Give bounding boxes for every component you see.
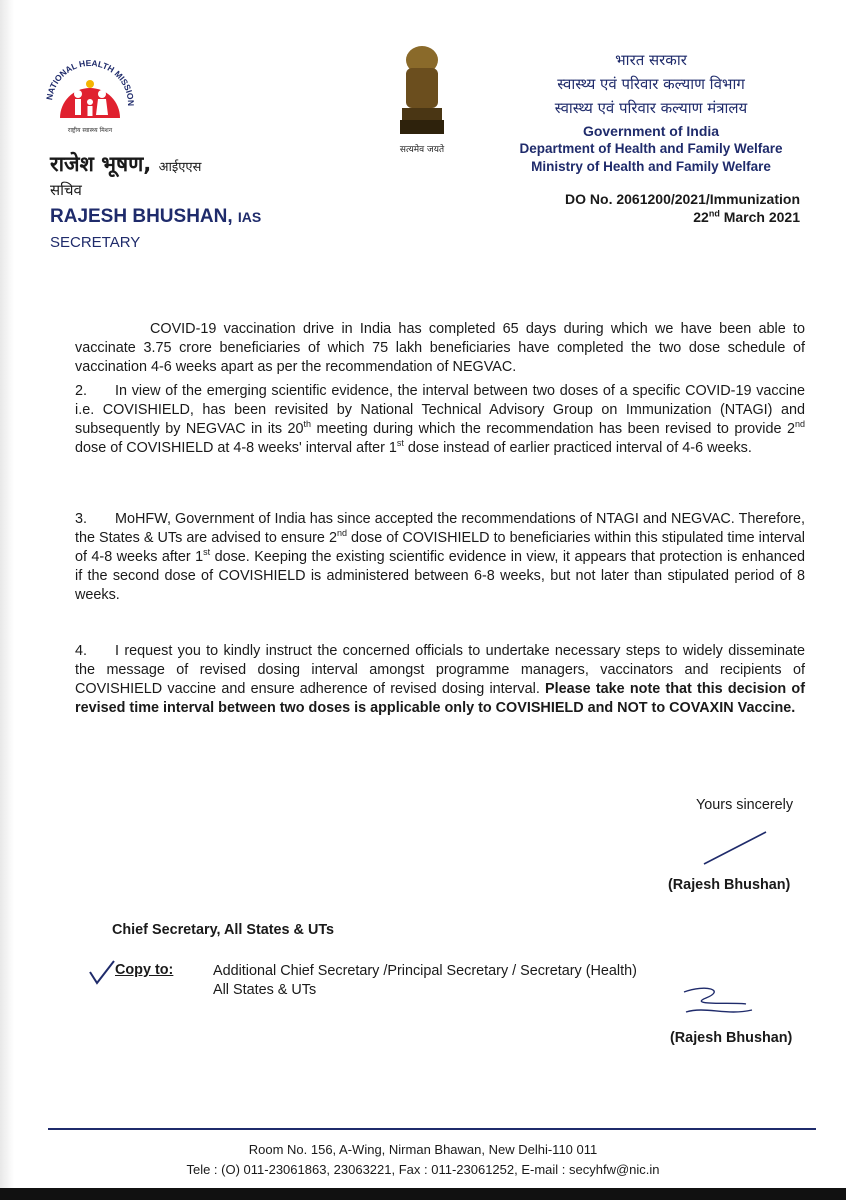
copy-to-line: All States & UTs: [213, 982, 317, 998]
copy-to-line: Additional Chief Secretary /Principal Secretary / Secretary (Health): [213, 963, 637, 979]
national-health-mission-logo: [40, 52, 140, 142]
footer-address: Room No. 156, A-Wing, Nirman Bhawan, New Delhi-110 011: [248, 1142, 598, 1157]
footer-contact: Tele : (O) 011-23061863, 23063221, Fax : 011-23061252, E-mail : secyhfw@nic.in: [186, 1162, 660, 1177]
svg-text:NATIONAL HEALTH MISSION: NATIONAL HEALTH MISSION: [44, 57, 137, 107]
hindi-line: स्वास्थ्य एवं परिवार कल्याण विभाग: [557, 75, 745, 93]
copy-to-recipients: [213, 962, 637, 1000]
svg-text:राष्ट्रीय स्वास्थ्य मिशन: राष्ट्रीय स्वास्थ्य मिशन: [67, 127, 113, 134]
ministry-header: [480, 48, 822, 176]
signatory-name: (Rajesh Bhushan): [668, 877, 791, 893]
english-name: RAJESH BHUSHAN, IAS: [50, 206, 262, 227]
closing-salutation: Yours sincerely: [696, 797, 794, 813]
signature: [676, 982, 756, 1022]
reference-block: [480, 190, 800, 226]
english-line: Government of India: [582, 123, 720, 139]
paragraph-1: COVID-19 vaccination drive in India has completed 65 days during which we have been able to vaccinate 3.75 crore beneficiaries of which 75 lakh beneficiaries have completed the two dose schedule of vaccination 4-6 weeks apart as per the recommendation of NEGVAC.: [75, 321, 805, 375]
footer-divider: [48, 1128, 816, 1130]
copy-to-label: Copy to:: [115, 962, 174, 978]
hindi-line: भारत सरकार: [615, 51, 687, 69]
english-line: Department of Health and Family Welfare: [519, 141, 783, 156]
footer: [0, 1140, 846, 1180]
english-title: SECRETARY: [50, 234, 141, 251]
paragraph-2: 2. In view of the emerging scientific evidence, the interval between two doses of a specific COVID-19 vaccine i.e. COVISHIELD, has been revisited by National Technical Advisory Group on Immunization (NTAGI) and subsequently by NEGVAC in its 20th meeting during which the recommendation has been revised to provide 2nd dose of COVISHIELD at 4-8 weeks' interval after 1st dose instead of earlier practiced interval of 4-6 weeks.: [75, 383, 805, 456]
do-number: DO No. 2061200/2021/Immunization: [565, 191, 800, 207]
paragraph-3: 3. MoHFW, Government of India has since accepted the recommendations of NTAGI and NEGVAC. Therefore, the States & UTs are advised to ensure 2nd dose of COVISHIELD to beneficiaries within this stipulated time interval of 4-8 weeks after 1st dose. Keeping the existing scientific evidence in view, it appears that protection is enhanced if the second dose of COVISHIELD is administered between 6-8 weeks, but not later than stipulated period of 8 weeks.: [75, 511, 806, 603]
svg-text:सत्यमेव जयते: सत्यमेव जयते: [399, 145, 445, 155]
paragraph-4: 4. I request you to kindly instruct the concerned officials to undertake necessary steps to widely disseminate the message of revised dosing interval amongst programme managers, vaccinators and recipients of COVISHIELD vaccine and ensure adherence of revised dosing interval. Please take note that this decision of revised time interval between two doses is applicable only to COVISHIELD and NOT to COVAXIN Vaccine.: [75, 643, 806, 716]
hindi-title: सचिव: [50, 181, 82, 199]
bottom-border: [0, 1188, 846, 1200]
letter-date: 22nd March 2021: [693, 208, 800, 225]
state-emblem: [382, 38, 462, 158]
hindi-name: राजेश भूषण, आईएएस: [50, 152, 202, 176]
hindi-line: स्वास्थ्य एवं परिवार कल्याण मंत्रालय: [554, 99, 748, 117]
addressee: Chief Secretary, All States & UTs: [112, 922, 335, 938]
english-line: Ministry of Health and Family Welfare: [531, 159, 771, 174]
checkmark-icon: [88, 958, 116, 986]
signature: [700, 828, 770, 868]
signatory-name: (Rajesh Bhushan): [670, 1030, 793, 1046]
page-edge: [0, 0, 14, 1188]
